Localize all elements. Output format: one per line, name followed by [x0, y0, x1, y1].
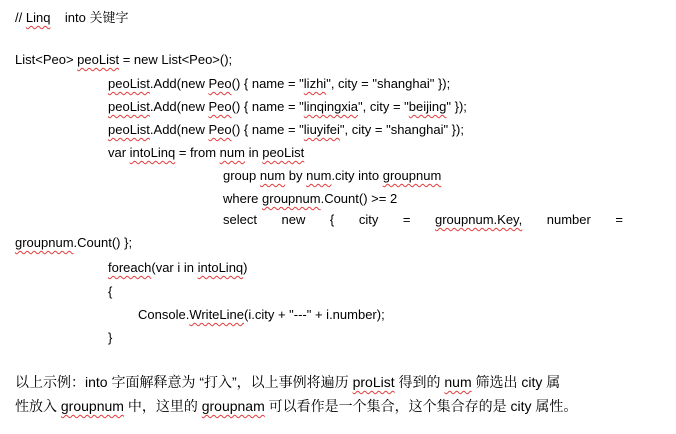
code-line-where: where groupnum.Count() >= 2	[223, 191, 398, 206]
comment-gap	[50, 10, 64, 25]
code-line-add-1: peoList.Add(new Peo() { name = "lizhi", city = "shanghai" });	[108, 76, 451, 91]
explanation-line-2: 性放入 groupnum 中，这里的 groupnam 可以看作是一个集合，这个集合存的是 city 属性。	[15, 398, 578, 414]
comment-word: Linq	[25, 10, 51, 25]
comment-rest: into 关键字	[64, 10, 129, 25]
code-line-console: Console.WriteLine(i.city + "---" + i.number);	[138, 307, 385, 322]
code-line-foreach: foreach(var i in intoLinq)	[108, 260, 248, 275]
comment-slashes: //	[15, 10, 26, 25]
code-brace-open: {	[108, 284, 113, 299]
explanation-line-1: 以上示例：into 字面解释意为 “打入”，以上事例将遍历 proList 得到的 num 筛选出 city 属	[15, 374, 561, 390]
code-line-select-cont: groupnum.Count() };	[15, 235, 133, 250]
code-line-add-3: peoList.Add(new Peo() { name = "liuyifei", city = "shanghai" });	[108, 122, 464, 137]
code-brace-close: }	[108, 330, 113, 345]
comment-heading	[15, 10, 128, 26]
code-line-select: select new { city = groupnum.Key, number =	[223, 212, 623, 227]
code-line-list-decl: List<Peo> peoList = new List<Peo>();	[15, 52, 233, 67]
code-line-var-query: var intoLinq = from num in peoList	[108, 145, 305, 160]
code-line-add-2: peoList.Add(new Peo() { name = "linqingxia", city = "beijing" });	[108, 99, 467, 114]
code-line-group: group num by num.city into groupnum	[223, 168, 442, 183]
